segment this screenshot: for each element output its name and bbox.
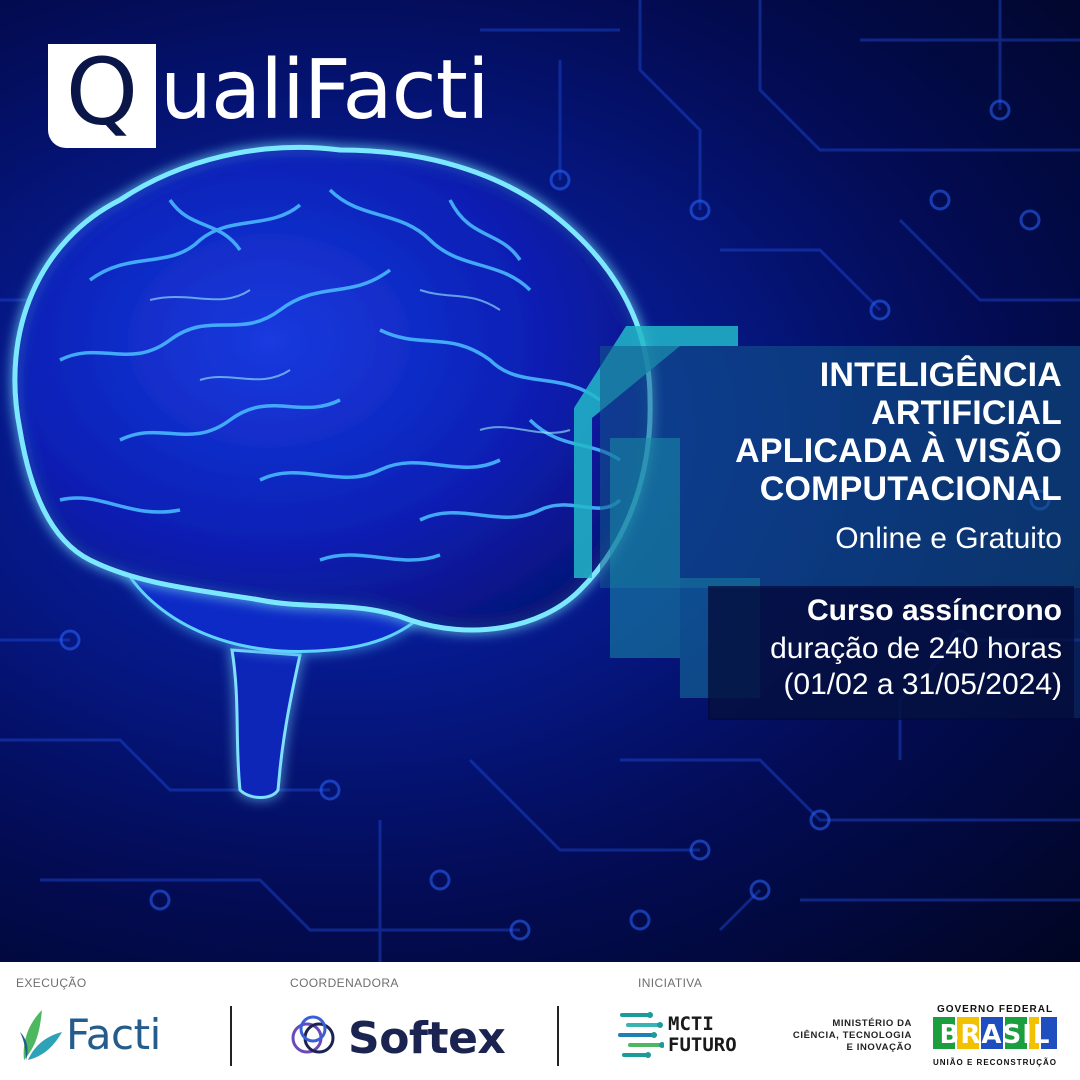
logo-q-badge: Q <box>48 44 156 148</box>
course-dates: (01/02 a 31/05/2024) <box>783 668 1062 701</box>
execucao-label: EXECUÇÃO <box>16 976 87 990</box>
governo-federal-logo <box>930 1004 1060 1070</box>
title-line-2: ARTIFICIAL <box>871 394 1062 432</box>
course-duration: duração de 240 horas <box>770 632 1062 665</box>
gov-bottom-text: UNIÃO E RECONSTRUÇÃO <box>932 1058 1057 1067</box>
brasil-wordmark <box>931 1015 1059 1051</box>
title-line-4: COMPUTACIONAL <box>759 470 1062 508</box>
footer-divider <box>230 1006 232 1066</box>
facti-wordmark: Facti <box>66 1009 161 1059</box>
mcti-wordmark <box>668 1014 737 1056</box>
course-type: Curso assíncrono <box>806 594 1062 627</box>
coordenadora-label: COORDENADORA <box>290 976 399 990</box>
softex-wordmark: Softex <box>348 1012 506 1064</box>
ministerio-line-3: E INOVAÇÃO <box>846 1042 912 1053</box>
course-details <box>682 594 1062 702</box>
course-title <box>602 356 1062 508</box>
gov-top-text: GOVERNO FEDERAL <box>936 1004 1054 1015</box>
mcti-line-2: FUTURO <box>668 1034 737 1056</box>
footer-divider <box>557 1006 559 1066</box>
course-subtitle: Online e Gratuito <box>835 522 1062 555</box>
title-line-1: INTELIGÊNCIA <box>819 356 1062 394</box>
iniciativa-label: INICIATIVA <box>638 976 703 990</box>
ministerio-line-1: MINISTÉRIO DA <box>832 1018 912 1029</box>
brasil-text: BRASIL <box>939 1020 1051 1050</box>
mcti-line-1: MCTI <box>668 1013 714 1035</box>
softex-rings-icon <box>288 1013 338 1063</box>
title-line-3: APLICADA À VISÃO <box>735 432 1062 470</box>
facti-logo <box>20 1004 161 1064</box>
softex-logo <box>288 1010 505 1066</box>
facti-leaf-icon <box>20 1006 64 1062</box>
mcti-futuro-logo <box>618 1002 737 1068</box>
partners-footer <box>0 962 1080 1080</box>
ministerio-line-2: CIÊNCIA, TECNOLOGIA <box>792 1030 912 1041</box>
mcti-circuit-icon <box>618 1005 664 1065</box>
ministerio-label <box>786 1018 912 1054</box>
course-title-block <box>602 356 1062 556</box>
qualifacti-logo <box>48 39 489 148</box>
logo-wordmark: ualiFacti <box>160 43 489 138</box>
